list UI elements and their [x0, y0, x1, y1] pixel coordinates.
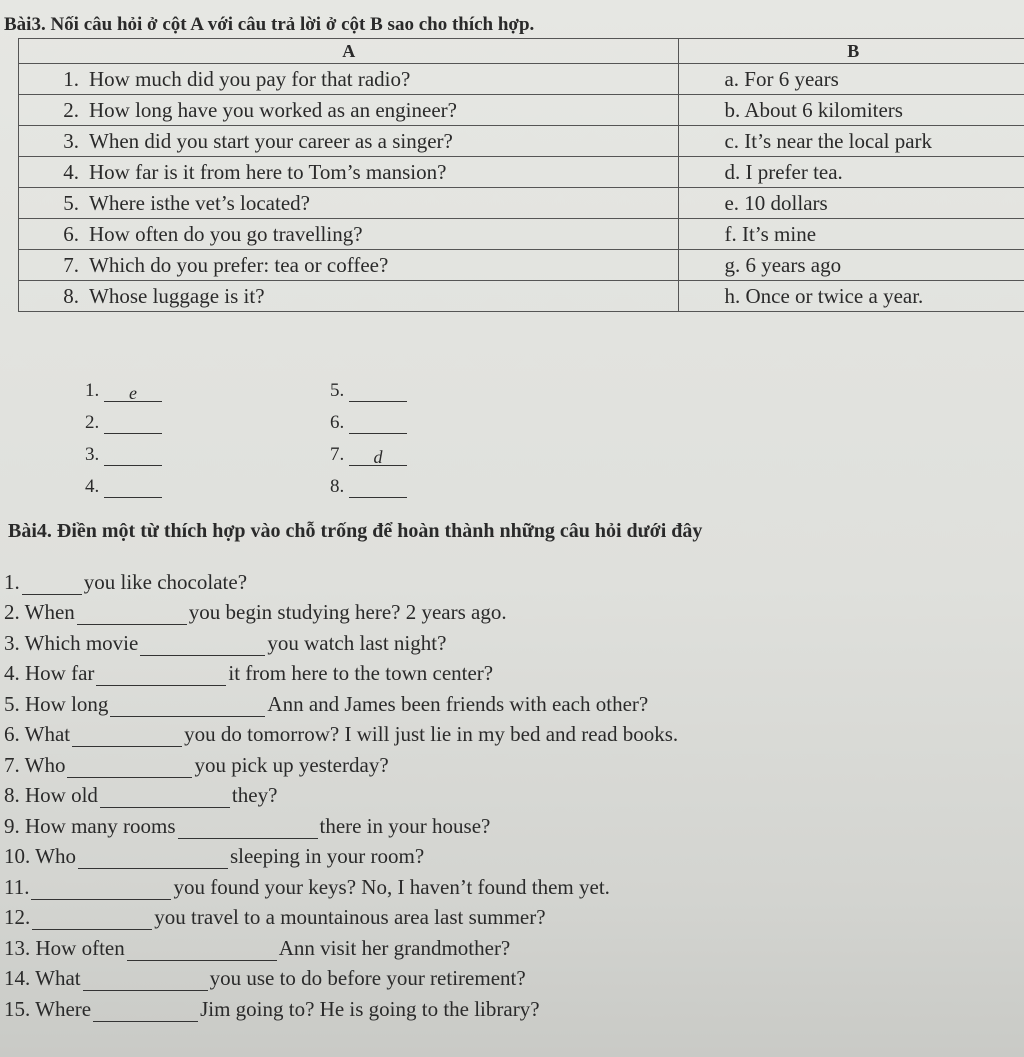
question-number: 7.: [63, 252, 79, 277]
question-text: How much did you pay for that radio?: [89, 66, 411, 91]
question-line: [4, 656, 678, 687]
blank-field[interactable]: [110, 698, 265, 717]
answer-letter: d.: [724, 159, 741, 184]
answer-letter: a.: [724, 66, 740, 91]
question-prefix: 12.: [4, 905, 31, 929]
question-text: Which do you prefer: tea or coffee?: [89, 252, 389, 277]
question-line: [4, 747, 678, 778]
answer-blank[interactable]: d: [349, 447, 407, 466]
answer-letter: h.: [724, 283, 741, 308]
answer-blank[interactable]: [349, 383, 407, 402]
answer-letter: g.: [724, 252, 741, 277]
answer-letter: e.: [724, 190, 740, 215]
matching-table: [18, 38, 1024, 312]
answer-letter: b.: [724, 97, 741, 122]
question-prefix: 10. Who: [4, 844, 76, 868]
question-line: [4, 900, 678, 931]
blank-field[interactable]: [96, 667, 226, 686]
question-suffix: you pick up yesterday?: [194, 752, 389, 777]
question-prefix: 7. Who: [4, 752, 66, 777]
answer-slot-3: [85, 444, 162, 466]
answer-number: 1.: [85, 380, 100, 401]
question-text: Whose luggage is it?: [89, 283, 265, 308]
question-suffix: you do tomorrow? I will just lie in my bed and read books.: [184, 722, 679, 746]
answer-slot-2: [85, 412, 162, 434]
blank-field[interactable]: [31, 881, 171, 900]
question-text: When did you start your career as a singer?: [89, 128, 453, 153]
answer-letter: f.: [724, 221, 737, 246]
column-b-header: B: [679, 39, 1024, 64]
question-suffix: Ann and James been friends with each other?: [267, 691, 649, 716]
exercise-4-title: Bài4. Điền một từ thích hợp vào chỗ trống để hoàn thành những câu hỏi dưới đây: [8, 520, 703, 542]
answer-text: I prefer tea.: [745, 159, 843, 184]
question-number: 8.: [63, 283, 79, 308]
answer-blank[interactable]: e: [104, 383, 162, 402]
table-row: [19, 126, 1024, 157]
question-suffix: they?: [231, 783, 278, 807]
blank-field[interactable]: [83, 972, 208, 991]
question-number: 4.: [63, 159, 79, 184]
question-text: How often do you go travelling?: [89, 221, 363, 246]
question-prefix: 5. How long: [4, 691, 109, 716]
question-prefix: 13. How often: [4, 935, 125, 960]
question-prefix: 2. When: [4, 600, 75, 624]
question-number: 1.: [63, 66, 79, 91]
question-suffix: you like chocolate?: [83, 569, 248, 594]
question-prefix: 9. How many rooms: [4, 813, 176, 838]
answer-blank[interactable]: [349, 415, 407, 434]
question-line: [4, 839, 678, 870]
question-suffix: sleeping in your room?: [229, 844, 425, 868]
answer-number: 7.: [330, 444, 345, 465]
question-line: [4, 778, 678, 809]
blank-field[interactable]: [93, 1003, 198, 1022]
question-number: 2.: [63, 97, 79, 122]
answer-slot-7: [330, 444, 407, 466]
blank-field[interactable]: [100, 789, 230, 808]
exercise-3-title: Bài3. Nối câu hỏi ở cột A với câu trả lời ở cột B sao cho thích hợp.: [4, 14, 535, 35]
question-suffix: you begin studying here? 2 years ago.: [188, 600, 507, 624]
question-suffix: you use to do before your retirement?: [209, 966, 526, 990]
question-prefix: 15. Where: [4, 996, 92, 1021]
blank-field[interactable]: [78, 850, 228, 869]
question-suffix: Jim going to? He is going to the library?: [200, 996, 540, 1021]
question-line: [4, 595, 678, 626]
question-line: [4, 808, 678, 839]
answer-text: It’s near the local park: [744, 128, 933, 153]
question-line: [4, 930, 678, 961]
answer-letter: c.: [724, 128, 740, 153]
question-prefix: 11.: [4, 874, 30, 899]
table-row: [19, 95, 1024, 126]
blank-field[interactable]: [72, 728, 182, 747]
question-prefix: 3. Which movie: [4, 630, 139, 655]
answer-blank[interactable]: [104, 415, 162, 434]
question-prefix: 1.: [4, 569, 20, 594]
answer-text: Once or twice a year.: [745, 283, 924, 308]
question-line: [4, 869, 678, 900]
answer-slot-6: [330, 412, 407, 434]
table-row: [19, 157, 1024, 188]
answer-number: 6.: [330, 412, 345, 433]
answer-text: It’s mine: [741, 221, 817, 246]
question-line: [4, 961, 678, 992]
question-prefix: 6. What: [4, 722, 71, 746]
answer-slot-4: [85, 476, 162, 498]
fill-in-questions: [4, 564, 678, 1022]
answer-number: 8.: [330, 476, 345, 497]
question-suffix: you watch last night?: [267, 630, 447, 655]
question-suffix: you travel to a mountainous area last summer?: [154, 905, 546, 929]
question-text: How far is it from here to Tom’s mansion?: [89, 159, 447, 184]
blank-field[interactable]: [67, 759, 192, 778]
answer-number: 2.: [85, 412, 100, 433]
question-line: [4, 991, 678, 1022]
question-prefix: 14. What: [4, 966, 81, 990]
blank-field[interactable]: [32, 911, 152, 930]
question-line: [4, 564, 678, 595]
answer-text: About 6 kilomiters: [744, 97, 903, 122]
question-suffix: there in your house?: [319, 813, 491, 838]
table-header-row: [19, 39, 1024, 64]
question-text: Where isthe vet’s located?: [89, 190, 310, 215]
answer-slot-1: [85, 380, 162, 402]
blank-field[interactable]: [127, 942, 277, 961]
blank-field[interactable]: [178, 820, 318, 839]
question-prefix: 8. How old: [4, 783, 98, 807]
table-row: [19, 281, 1024, 312]
table-row: [19, 219, 1024, 250]
question-number: 3.: [63, 128, 79, 153]
answer-number: 3.: [85, 444, 100, 465]
answer-blank[interactable]: [349, 479, 407, 498]
table-row: [19, 250, 1024, 281]
table-row: [19, 64, 1024, 95]
blank-field[interactable]: [77, 606, 187, 625]
question-suffix: you found your keys? No, I haven’t found them yet.: [173, 874, 610, 899]
answer-text: For 6 years: [744, 66, 839, 91]
blank-field[interactable]: [140, 637, 265, 656]
question-text: How long have you worked as an engineer?: [89, 97, 457, 122]
answer-text: 10 dollars: [744, 190, 828, 215]
answer-slot-8: [330, 476, 407, 498]
answer-number: 5.: [330, 380, 345, 401]
answer-slot-5: [330, 380, 407, 402]
answer-blank[interactable]: [104, 447, 162, 466]
question-suffix: Ann visit her grandmother?: [278, 935, 511, 960]
question-number: 6.: [63, 221, 79, 246]
answer-blank[interactable]: [104, 479, 162, 498]
question-line: [4, 625, 678, 656]
column-a-header: A: [19, 39, 679, 64]
answer-text: 6 years ago: [745, 252, 842, 277]
question-suffix: it from here to the town center?: [228, 661, 494, 685]
question-line: [4, 717, 678, 748]
blank-field[interactable]: [22, 576, 82, 595]
table-row: [19, 188, 1024, 219]
question-number: 5.: [63, 190, 79, 215]
question-line: [4, 686, 678, 717]
answer-number: 4.: [85, 476, 100, 497]
question-prefix: 4. How far: [4, 661, 95, 685]
